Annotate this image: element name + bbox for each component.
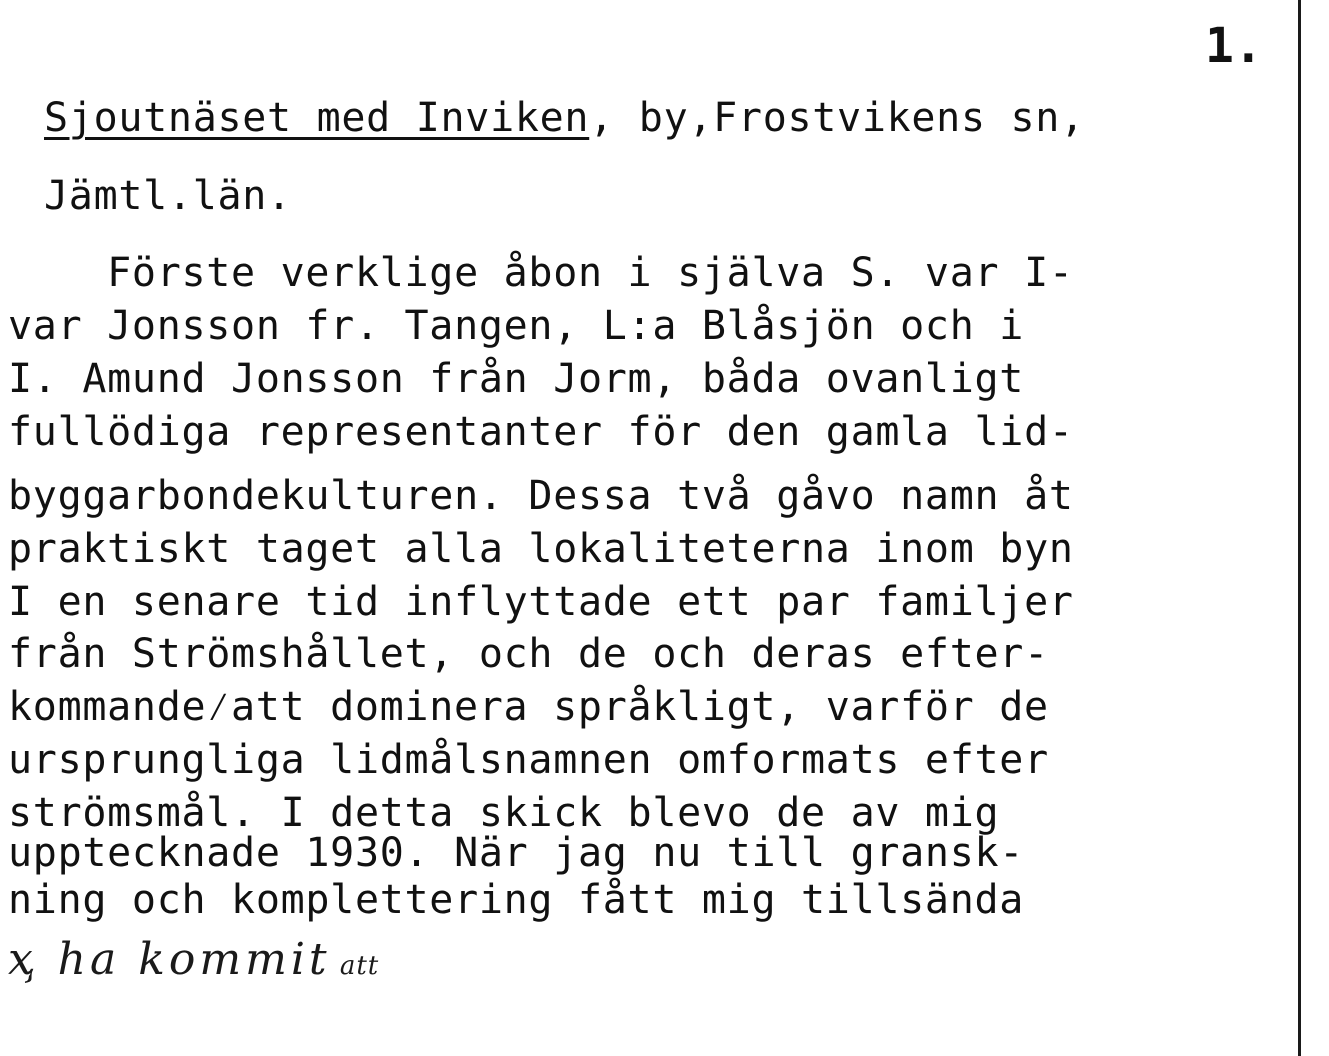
body-line: praktiskt taget alla lokaliteterna inom byn [8,526,1074,572]
body-line: fullödiga representanter för den gamla lid- [8,409,1074,455]
body-line: byggarbondekulturen. Dessa två gåvo namn åt [8,473,1074,519]
body-line: I. Amund Jonsson från Jorm, båda ovanligt [8,356,1025,402]
handwritten-main: ҳ ha kommit [8,934,331,985]
place-descriptor: , by,Frostvikens sn, [589,95,1085,141]
body-line: kommande⁄att dominera språkligt, varför de [8,684,1049,730]
handwritten-annotation [8,934,380,985]
body-line: upptecknade 1930. När jag nu till gransk- [8,830,1025,876]
page-number: 1. [1205,18,1263,74]
page-border-line [1298,0,1301,1056]
body-line: från Strömshållet, och de och deras efter- [8,631,1049,677]
body-line: I en senare tid inflyttade ett par familjer [8,579,1074,625]
body-line: Förste verklige åbon i själva S. var I- [8,250,1074,296]
heading-line [44,95,1085,141]
handwritten-small: att [330,951,380,981]
place-title: Sjoutnäset med Inviken [44,95,590,141]
body-line: strömsmål. I detta skick blevo de av mig [8,790,1000,836]
heading-county: Jämtl.län. [44,173,292,219]
body-line: ning och komplettering fått mig tillsända [8,877,1025,923]
body-line: var Jonsson fr. Tangen, L:a Blåsjön och i [8,303,1025,349]
body-line: ursprungliga lidmålsnamnen omformats efter [8,737,1049,783]
